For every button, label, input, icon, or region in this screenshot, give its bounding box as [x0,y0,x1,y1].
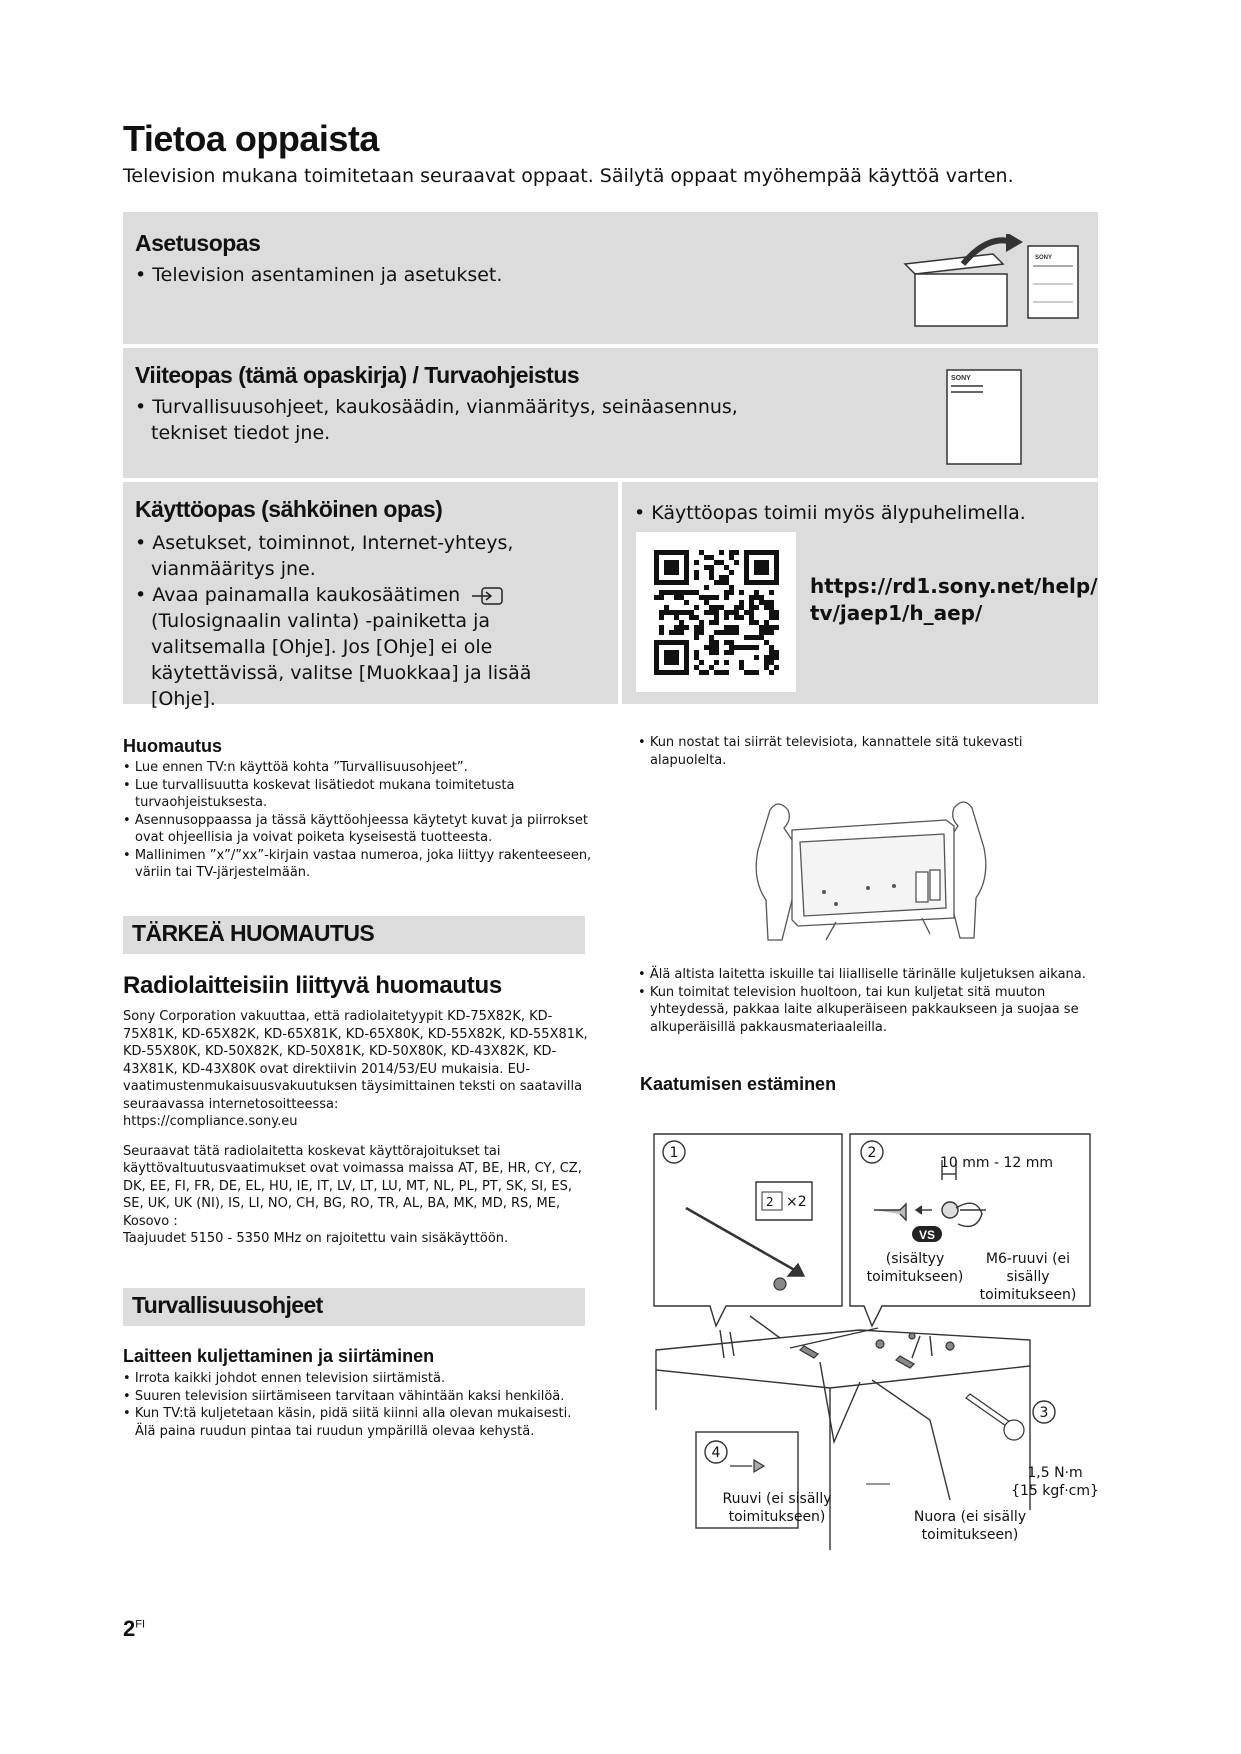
qr-module [714,630,719,635]
qr-module [709,595,714,600]
qr-module [744,645,749,650]
qr-module [694,635,699,640]
transport-title: Laitteen kuljettaminen ja siirtäminen [123,1346,435,1366]
screw-label: Ruuvi (ei sisälly toimitukseen) [722,1491,832,1525]
qr-module [684,625,689,630]
note-item-3: • Asennusoppaassa ja tässä käyttöohjeessa käytetyt kuvat ja piirrokset ovat ohjeellisia ja voivat poiketa kyseisestä tuotteesta. [123,812,593,847]
qr-module [704,645,709,650]
qr-module [734,645,739,650]
qr-module [694,630,699,635]
qr-module [739,645,744,650]
qr-module [694,625,699,630]
qr-module [724,615,729,620]
qr-module [709,650,714,655]
qr-module [679,620,684,625]
qr-module [669,590,674,595]
help-url-line-1: https://rd1.sony.net/help/ [810,574,1098,598]
qr-module [754,655,759,660]
qr-module [729,630,734,635]
qr-module [734,560,739,565]
qr-module [709,555,714,560]
qr-module [694,560,699,565]
help-url-line-2: tv/jaep1/h_aep/ [810,601,983,625]
qr-module [724,595,729,600]
qr-module [749,620,754,625]
transport-item-2: • Suuren television siirtämiseen tarvitaan vähintään kaksi henkilöä. [123,1388,593,1406]
qr-module [724,670,729,675]
tip-prevention-title: Kaatumisen estäminen [640,1074,837,1094]
qr-module [724,565,729,570]
qr-module [684,610,689,615]
qr-module [769,630,774,635]
qr-module [764,625,769,630]
qr-module [674,595,679,600]
qr-module [774,610,779,615]
qr-module [749,670,754,675]
qr-module [709,635,714,640]
qr-module [664,610,669,615]
qr-module [694,605,699,610]
setup-guide-item: • Television asentaminen ja asetukset. [135,262,502,288]
qr-module [734,615,739,620]
qr-module [749,635,754,640]
qr-module [684,600,689,605]
tv-carry-illustration [740,790,1000,958]
qr-module [719,560,724,565]
qr-module [704,565,709,570]
qr-module [699,595,704,600]
qr-module [724,640,729,645]
radio-notice-p1: Sony Corporation vakuuttaa, että radiolaitetyypit KD-75X82K, KD-75X81K, KD-65X82K, KD-65X81K, KD-65X80K, KD-55X82K, KD-55X81K, KD-55X80K, KD-50X82K, KD-50X81K, KD-50X80K, KD-43X82K, KD-43X81K, KD-43X80K ovat direktiivin 2014/53/EU mukaisia. EU-vaatimustenmukaisuusvakuutuksen täysimittainen teksti on saatavilla seuraavassa internetosoitteessa: [123,1009,588,1112]
page-number-value: 2 [123,1616,136,1641]
note-item-4: • Mallinimen ”x”/”xx”-kirjain vastaa numeroa, joka liittyy rakenteeseen, väriin tai TV-järjestelmään. [123,847,593,882]
qr-finder-pattern [664,560,679,575]
qr-module [689,610,694,615]
qr-module [754,590,759,595]
qr-module [674,625,679,630]
qr-module [709,640,714,645]
help-guide-item-2-cont: (Tulosignaalin valinta) -painiketta ja valitsemalla [Ohje]. Jos [Ohje] ei ole käytettävissä, valitse [Muokkaa] ja lisää [Ohje]. [151,610,532,710]
qr-module [734,630,739,635]
qr-module [769,590,774,595]
reference-guide-item: • Turvallisuusohjeet, kaukosäädin, vianmääritys, seinäasennus, tekniset tiedot jne. [135,394,775,446]
qr-module [724,580,729,585]
qr-module [724,660,729,665]
qr-module [749,610,754,615]
radio-notice-url[interactable]: https://compliance.sony.eu [123,1114,298,1129]
qr-module [699,620,704,625]
qr-module [729,555,734,560]
page-number [123,1616,145,1642]
transport-list [123,1370,593,1440]
step-2-small-number: 2 [766,1195,774,1209]
qr-module [764,665,769,670]
qr-module [769,610,774,615]
qr-module [714,670,719,675]
qr-module [769,625,774,630]
qr-module [774,615,779,620]
qr-code[interactable] [636,532,796,692]
torque-nm: 1,5 N·m [1027,1465,1083,1481]
qr-module [734,550,739,555]
qr-module [749,600,754,605]
page-title: Tietoa oppaista [123,118,379,159]
qr-module [769,660,774,665]
qr-module [669,630,674,635]
note-item-1: • Lue ennen TV:n käyttöä kohta ”Turvallisuusohjeet”. [123,759,593,777]
m6-screw-label: M6-ruuvi (ei sisälly toimitukseen) [979,1251,1077,1303]
qr-module [749,615,754,620]
help-guide-title: Käyttöopas (sähköinen opas) [135,496,443,522]
sony-logo: SONY [1035,255,1053,261]
qr-module [709,605,714,610]
qr-module [764,630,769,635]
setup-guide-box [123,212,1098,344]
qr-module [729,610,734,615]
shock-list [638,966,1098,1036]
qr-module [744,610,749,615]
step-4-number: 4 [711,1445,721,1461]
qr-module [659,625,664,630]
qr-module [764,605,769,610]
qr-module [729,645,734,650]
included-bolt-label: (sisältyy toimitukseen) [866,1251,964,1285]
qr-module [754,605,759,610]
qr-module [734,605,739,610]
qr-module [699,625,704,630]
qr-module [674,615,679,620]
qr-module [764,600,769,605]
transport-item-3: • Kun TV:tä kuljetetaan käsin, pidä siitä kiinni alla olevan mukaisesti. Älä paina ruudun pintaa tai ruudun ympärillä olevaa kehystä. [123,1405,593,1440]
qr-module [739,615,744,620]
help-guide-item-2-text: Avaa painamalla kaukosäätimen [152,584,461,606]
reference-guide-title: Viiteopas (tämä opaskirja) / Turvaohjeistus [135,362,580,388]
qr-module [709,610,714,615]
qr-module [719,630,724,635]
qr-module [659,590,664,595]
qr-module [694,655,699,660]
qr-module [729,650,734,655]
qr-module [754,620,759,625]
qr-module [724,610,729,615]
qr-module [719,575,724,580]
qr-module [744,635,749,640]
qr-module [684,590,689,595]
qr-module [759,625,764,630]
qr-module [659,615,664,620]
qr-module [769,650,774,655]
step-3-number: 3 [1039,1405,1049,1421]
box-with-manual-icon [893,234,1083,334]
qr-module [709,575,714,580]
qr-module [769,655,774,660]
qr-module [664,605,669,610]
qr-module [739,590,744,595]
qr-module [729,585,734,590]
qr-module [709,570,714,575]
qr-module [659,610,664,615]
qr-module [714,650,719,655]
qr-module [674,630,679,635]
qr-module [699,630,704,635]
qr-code-frame [636,532,796,692]
radio-notice-body [123,1008,588,1248]
qr-module [694,665,699,670]
qr-module [774,665,779,670]
qr-module [754,670,759,675]
qr-module [739,605,744,610]
shock-item-1: • Älä altista laitetta iskuille tai liialliselle tärinälle kuljetuksen aikana. [638,966,1098,984]
qr-module [759,630,764,635]
qr-module [749,595,754,600]
qr-module [739,660,744,665]
qr-module [769,600,774,605]
qr-module [729,590,734,595]
qr-module [694,575,699,580]
qr-module [719,670,724,675]
qr-module [704,610,709,615]
qr-module [769,605,774,610]
qr-module [744,670,749,675]
qr-module [729,625,734,630]
qr-module [679,630,684,635]
smartphone-note: • Käyttöopas toimii myös älypuhelimella. [634,502,1026,524]
help-guide-box [123,482,618,710]
qr-module [754,635,759,640]
step-2-number: 2 [867,1145,877,1161]
qr-module [759,635,764,640]
qr-module [769,645,774,650]
qr-module [714,660,719,665]
qr-module [714,645,719,650]
qr-module [764,660,769,665]
qr-module [734,610,739,615]
qr-module [749,645,754,650]
qr-module [709,565,714,570]
bolt-length-label: 10 mm - 12 mm [940,1155,1054,1171]
qr-module [704,585,709,590]
qr-module [694,615,699,620]
qr-module [674,590,679,595]
qr-module [689,615,694,620]
important-notice-bar: TÄRKEÄ HUOMAUTUS [123,916,585,954]
qr-module [734,625,739,630]
qr-module [654,595,659,600]
smartphone-note-text: Käyttöopas toimii myös älypuhelimella. [651,502,1026,524]
qr-module [679,590,684,595]
qr-module [724,575,729,580]
qr-module [659,595,664,600]
qr-module [694,590,699,595]
qr-module [709,665,714,670]
qr-module [679,595,684,600]
qr-module [704,600,709,605]
qr-module [719,550,724,555]
qr-module [749,605,754,610]
qr-module [704,555,709,560]
radio-notice-p2: Seuraavat tätä radiolaitetta koskevat käyttörajoitukset tai käyttövaltuutusvaatimukset ovat voimassa maissa AT, BE, HR, CY, CZ, DK, EE, FI, FR, DE, EL, HU, IE, IT, LV, LT, LU, MT, NL, PL, PT, SK, SI, ES, SE, UK, UK (NI), IS, LI, NO, CH, BG, RO, TR, AL, BA, MK, MD, RS, ME, Kosovo : [123,1143,582,1229]
qr-module [714,640,719,645]
qr-module [754,645,759,650]
help-guide-item-1: • Asetukset, toiminnot, Internet-yhteys, vianmääritys jne. [135,530,605,582]
qr-module [714,615,719,620]
qr-module [709,645,714,650]
qr-module [769,670,774,675]
qr-module [699,550,704,555]
qr-module [679,610,684,615]
qr-module [704,670,709,675]
qr-module [774,625,779,630]
manual-booklet-icon [945,368,1025,468]
radio-notice-title: Radiolaitteisiin liittyvä huomautus [123,972,502,999]
qr-module [719,605,724,610]
qr-module [764,620,769,625]
input-select-icon [470,586,506,606]
qr-module [774,650,779,655]
vs-badge: VS [918,1228,936,1242]
times-two-label: ×2 [786,1194,807,1210]
qr-module [754,595,759,600]
torque-label [1010,1464,1100,1500]
qr-module [764,655,769,660]
qr-module [739,665,744,670]
qr-module [724,650,729,655]
qr-module [759,600,764,605]
shock-item-2: • Kun toimitat television huoltoon, tai kun kuljetat sitä muuton yhteydessä, pakkaa laite alkuperäiseen pakkaukseen ja suojaa se alkuperäisillä pakkausmateriaaleilla. [638,984,1098,1037]
page-subtitle: Television mukana toimitetaan seuraavat oppaat. Säilytä oppaat myöhempää käyttöä varten. [123,165,1014,187]
help-guide-item-2 [135,582,605,608]
qr-module [714,620,719,625]
qr-module [714,595,719,600]
setup-guide-title: Asetusopas [135,230,261,256]
reference-guide-box [123,348,1098,478]
qr-module [724,625,729,630]
torque-kgf: {15 kgf·cm} [1011,1483,1099,1499]
qr-module [689,590,694,595]
safety-bar: Turvallisuusohjeet [123,1288,585,1326]
qr-module [739,600,744,605]
qr-module [724,630,729,635]
qr-module [704,595,709,600]
qr-module [699,670,704,675]
qr-module [699,660,704,665]
help-url[interactable] [810,573,1098,627]
qr-module [719,580,724,585]
sony-logo-2: SONY [951,375,971,382]
qr-module [714,560,719,565]
radio-notice-p3: Taajuudet 5150 - 5350 MHz on rajoitettu vain sisäkäyttöön. [123,1231,509,1246]
step-1-number: 1 [669,1145,679,1161]
qr-module [729,570,734,575]
qr-module [664,590,669,595]
carry-list [638,734,1078,769]
qr-module [679,625,684,630]
qr-module [759,595,764,600]
qr-module [729,640,734,645]
page-language: FI [135,1618,146,1631]
qr-module [769,615,774,620]
qr-module [729,550,734,555]
qr-module [694,570,699,575]
qr-finder-pattern [754,560,769,575]
qr-module [669,610,674,615]
note-title: Huomautus [123,736,222,756]
carry-item-1: • Kun nostat tai siirrät televisiota, kannattele sitä tukevasti alapuolelta. [638,734,1078,769]
transport-item-1: • Irrota kaikki johdot ennen television siirtämistä. [123,1370,593,1388]
qr-module [709,620,714,625]
qr-module [714,605,719,610]
cord-label: Nuora (ei sisälly toimitukseen) [913,1509,1027,1543]
qr-finder-pattern [664,650,679,665]
note-item-2: • Lue turvallisuutta koskevat lisätiedot mukana toimitetusta turvaohjeistuksesta. [123,777,593,812]
qr-module [659,630,664,635]
note-section [123,736,593,882]
qr-module [774,655,779,660]
qr-module [694,650,699,655]
qr-module [724,590,729,595]
qr-module [714,580,719,585]
qr-module [714,610,719,615]
qr-module [674,610,679,615]
qr-module [764,640,769,645]
